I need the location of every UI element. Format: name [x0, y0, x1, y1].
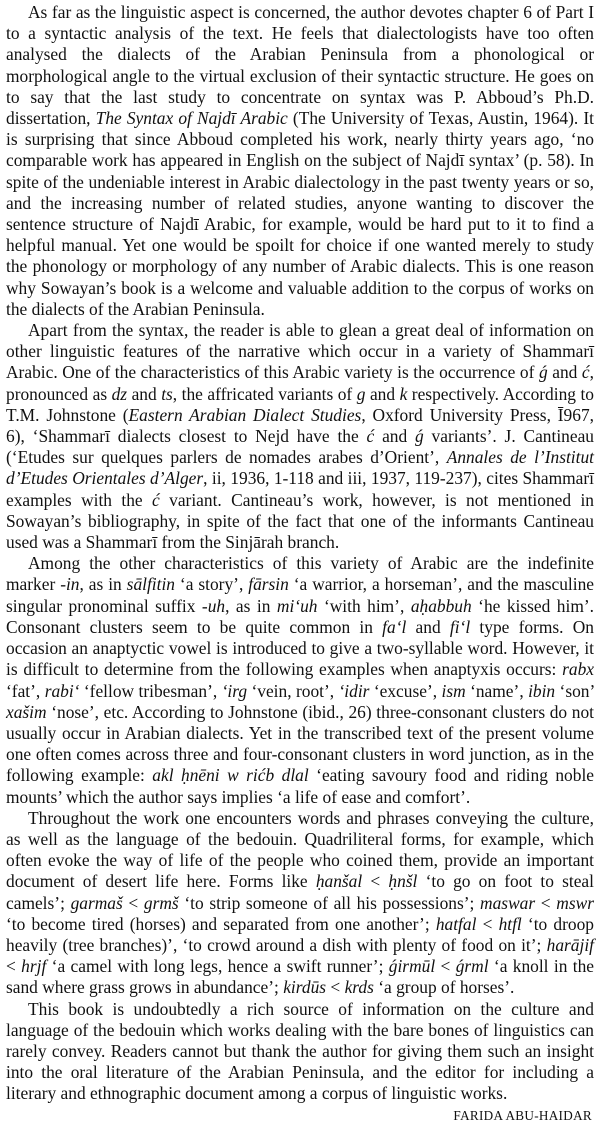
text-run: Apart from the syntax, the reader is able to glean a great deal of information on other linguistic features of the narrative which occur in a variety of Shammarī Arabic. One of the characteristics of this Arabic variety is the occurrence of [6, 320, 594, 383]
italic-term: fa‘l [382, 616, 407, 637]
paragraph-syntax [6, 2, 594, 320]
review-body [6, 2, 594, 1105]
italic-term: kirdūs [283, 977, 327, 998]
italic-term: ć [152, 489, 160, 510]
text-run: < [535, 892, 557, 913]
text-run: ‘he kissed him’. Consonant clusters seem to be quite common in [6, 595, 594, 637]
text-run: (The University of Texas, Austin, 1964). It is surprising that since Abboud completed his work, nearly thirty years ago, ‘no comparable work has appeared in English on the subject of Najdī syntax’ (p. 58). In spite of the undeniable interest in Arabic dialectology in the past twenty years or so, and the increasing number of related studies, anyone wanting to discover the sentence structure of Najdī Arabic, for example, would be hard put to it to find a helpful manual. Yet one would be spoilt for choice if one wanted merely to study the phonology or morphology of any number of Arabic dialects. This is one reason why Sowayan’s book is a welcome and valuable addition to the corpus of works on the dialects of the Arabian Peninsula. [6, 108, 595, 319]
reviewer-signature: FARIDA ABU-HAIDAR [453, 1107, 592, 1123]
italic-term: dz [111, 383, 128, 404]
italic-term: ‘idir [338, 680, 370, 701]
italic-term: g [356, 383, 366, 404]
italic-term: rabx [562, 659, 594, 680]
italic-term: k [399, 383, 408, 404]
paragraph-characteristics [6, 553, 594, 807]
italic-term: The Syntax of Najdī Arabic [95, 108, 288, 129]
italic-term: ć [581, 362, 590, 383]
text-run: Throughout the work one encounters words and phrases conveying the culture, as well as the language of the bedouin. Quadriliteral forms, for example, which often evoke the way of life of the people who coined them, provide an important document of desert life here. Forms like [6, 807, 594, 892]
text-run: ‘to become tired (horses) and separated from one another’; [6, 913, 436, 934]
italic-term: ḥanšal [315, 871, 363, 892]
text-run: ‘a group of horses’. [373, 977, 515, 998]
italic-term: ǵ [538, 362, 548, 383]
text-run: , as in [79, 574, 127, 595]
text-run: < [435, 956, 456, 977]
review-page [6, 2, 595, 1123]
text-run: ‘to go on foot to steal camels’; [6, 871, 594, 913]
italic-term: krds [344, 977, 374, 998]
text-run: respectively. According to T.M. Johnstone ( [6, 383, 595, 425]
text-run: and [127, 383, 162, 404]
italic-term: ibin [528, 680, 556, 701]
italic-term: sālfitin [126, 574, 175, 595]
italic-term: ts [161, 383, 173, 404]
text-run: , Oxford University Press, Ī967, 6), ‘Shammarī dialects closest to Nejd have the [6, 404, 594, 447]
italic-term: xašim [6, 701, 47, 722]
italic-term: ć [366, 426, 375, 447]
text-run: Among the other characteristics of this variety of Arabic are the indefinite marker [6, 553, 594, 595]
text-run: ‘with him’, [317, 595, 411, 616]
italic-term: ǵ [415, 426, 424, 447]
italic-term: maswar [480, 892, 536, 913]
italic-term: garmaš [70, 892, 123, 913]
text-run: ‘to droop heavily (tree branches)’, ‘to crowd around a dish with plenty of food on it’; [6, 913, 594, 955]
italic-term: aḥabbuh [410, 595, 472, 616]
italic-term: ism [441, 680, 466, 701]
text-run: < [362, 871, 389, 892]
italic-term: hatfal [435, 913, 477, 934]
italic-term: fi‘l [449, 616, 471, 637]
italic-term: -in [60, 574, 80, 595]
italic-term: Eastern Arabian Dialect Studies [128, 404, 362, 425]
text-run: ‘son’ [555, 680, 594, 701]
italic-term: mswr [556, 892, 594, 913]
text-run: < [326, 977, 345, 998]
text-run: , ii, 1936, 1-118 and iii, 1937, 119-237), cites Shammarī examples with the [6, 468, 594, 510]
italic-term: mi‘uh [276, 595, 318, 616]
paragraph-culture [6, 808, 594, 999]
paragraph-linguistic-features [6, 320, 594, 553]
italic-term: ‘irg [221, 680, 248, 701]
text-run: ‘a camel with long legs, hence a swift runner’; [46, 956, 389, 977]
text-run: As far as the linguistic aspect is concerned, the author devotes chapter 6 of Part I to a syntactic analysis of the text. He feels that dialectologists have too often analysed the dialects of the Arabian Peninsula from a phonological or morphological angle to the virtual exclusion of their syntactic structure. He goes on to say that the last study to concentrate on syntax was P. Abboud’s Ph.D. dissertation, [6, 2, 594, 129]
text-run: < [476, 913, 499, 934]
text-run: < [122, 892, 144, 913]
text-run: ‘eating savoury food and riding noble mounts’ which the author says implies ‘a life of ease and comfort’. [6, 765, 594, 807]
text-run: and [374, 426, 416, 447]
italic-term: grmš [143, 892, 179, 913]
italic-term: Annales de l’Institut d’Etudes Orientales d’Alger [6, 447, 594, 489]
text-run: ‘a story’, [175, 574, 249, 595]
text-run: This book is undoubtedly a rich source of information on the culture and language of the bedouin which works dealing with the bare bones of linguistics can rarely convey. Readers cannot but thank the author for giving them such an insight into the oral literature of the Arabian Peninsula, and the editor for including a literary and ethnographic document among a corpus of linguistic works. [6, 998, 594, 1104]
text-run: ‘fat’, [6, 680, 45, 701]
text-run: variant. Cantineau’s work, however, is not mentioned in Sowayan’s bibliography, in spite of the fact that one of the informants Cantineau used was a Shammarī from the Sinjārah branch. [6, 489, 594, 553]
text-run: ‘fellow tribesman’, [79, 680, 222, 701]
text-run: < [6, 956, 22, 977]
text-run: ‘name’, [465, 680, 529, 701]
italic-term: hrjf [21, 956, 47, 977]
text-run: and [547, 362, 582, 383]
text-run: ‘vein, root’, [247, 680, 339, 701]
text-run: , the affricated variants of [172, 383, 357, 404]
text-run: type forms. On occasion an anaptyctic vowel is introduced to give a two-syllable word. However, it is difficult to determine from the following examples when anaptyxis occurs: [6, 616, 594, 680]
italic-term: harājif [546, 934, 594, 955]
italic-term: fārsin [248, 574, 289, 595]
italic-term: -uh [201, 595, 226, 616]
text-run: ‘a warrior, a horseman’, and the masculine singular pronominal suffix [6, 574, 595, 616]
italic-term: ǵirmūl [388, 956, 436, 977]
text-run: and [365, 383, 400, 404]
italic-term: ḥnšl [388, 871, 418, 892]
text-run: ‘nose’, etc. According to Johnstone (ibid., 26) three-consonant clusters do not usually occur in Arabian dialects. Yet in the transcribed text of the present volume one often comes across three and four-consonant clusters in word junction, as in the following example: [6, 701, 594, 786]
text-run: , pronounced as [6, 362, 594, 404]
italic-term: rabi‘ [44, 680, 80, 701]
text-run: ‘to strip someone of all his possessions’; [178, 892, 481, 913]
italic-term: akl ḥnēni w rićb dlal [152, 765, 309, 786]
text-run: and [406, 616, 450, 637]
italic-term: ǵrml [455, 956, 489, 977]
text-run: variants’. J. Cantineau (‘Etudes sur quelques parlers de nomades arabes d’Orient’, [6, 426, 594, 468]
text-run: , as in [225, 595, 277, 616]
paragraph-conclusion [6, 999, 594, 1105]
text-run: ‘a knoll in the sand where grass grows in abundance’; [6, 956, 594, 998]
text-run: ‘excuse’, [369, 680, 442, 701]
italic-term: htfl [498, 913, 522, 934]
